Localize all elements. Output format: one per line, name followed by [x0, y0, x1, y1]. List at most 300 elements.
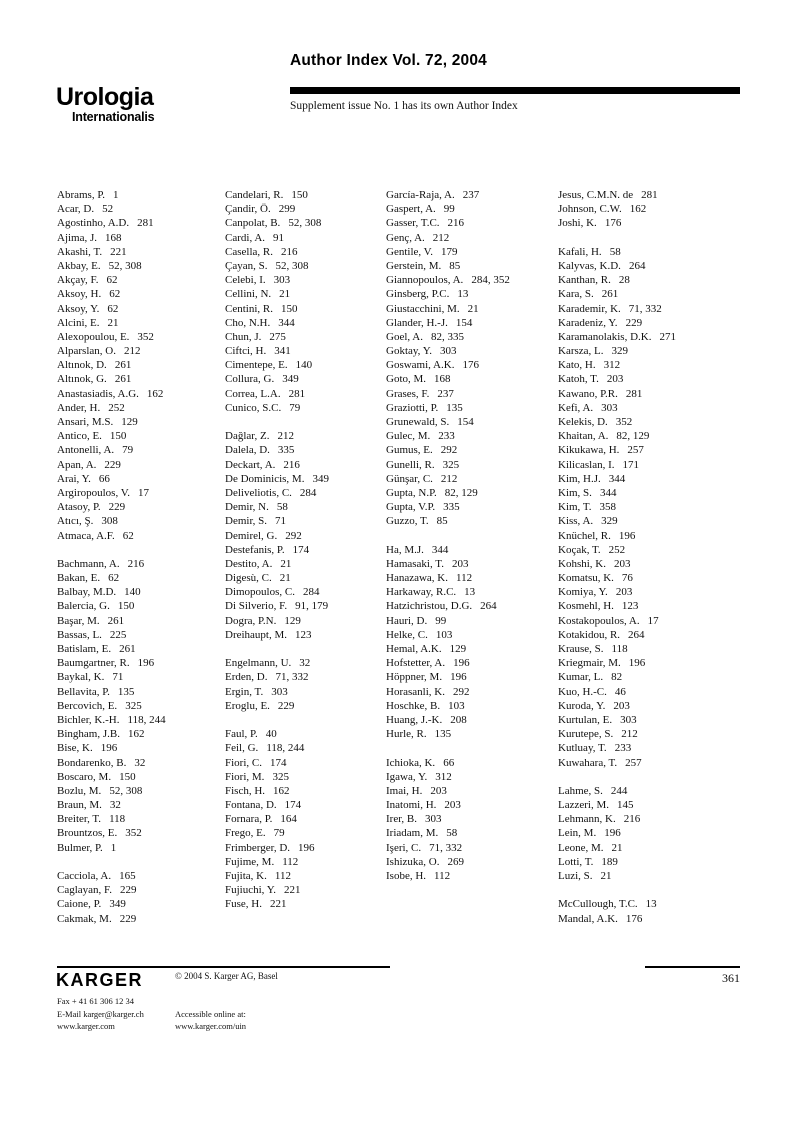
author-name: Karadeniz, Y. [558, 316, 618, 329]
author-name: Fujime, M. [225, 855, 275, 868]
author-pages: 352 [615, 416, 633, 428]
publisher-logo: KARGER [56, 970, 144, 990]
index-entry [225, 372, 383, 386]
author-name: Harkaway, R.C. [386, 586, 457, 599]
author-pages: 135 [446, 401, 463, 414]
author-pages: 79 [122, 444, 134, 457]
author-pages: 284 [302, 586, 320, 599]
copyright-line: © 2004 S. Karger AG, Basel [175, 971, 278, 981]
author-pages: 281 [137, 217, 154, 230]
index-entry [225, 529, 383, 543]
index-entry [558, 642, 742, 656]
author-pages: 112 [434, 870, 451, 882]
index-entry [225, 273, 383, 287]
author-pages: 62 [107, 302, 119, 315]
author-pages: 329 [601, 515, 618, 528]
index-entry [57, 599, 222, 613]
author-pages: 82, 129 [616, 430, 650, 443]
index-entry [57, 273, 222, 287]
author-pages: 91 [273, 231, 285, 244]
author-pages: 62 [108, 572, 120, 585]
author-name: Correa, L.A. [225, 387, 281, 400]
index-entry [225, 841, 383, 855]
author-name: Lehmann, K. [558, 813, 616, 826]
author-pages: 79 [289, 401, 301, 414]
index-entry [57, 344, 222, 358]
author-name: Goktay, Y. [386, 345, 433, 358]
author-name: Kim, S. [558, 486, 592, 499]
author-name: Kohshi, K. [558, 557, 606, 570]
author-pages: 176 [625, 912, 643, 925]
author-name: Cellini, N. [225, 288, 272, 301]
index-entry [225, 387, 383, 401]
author-pages: 212 [123, 345, 141, 358]
footer-rule-left [57, 966, 390, 968]
author-name: Giannopoulos, A. [386, 274, 464, 287]
author-name: Acar, D. [57, 203, 95, 216]
index-entry [558, 912, 742, 926]
author-name: Aksoy, Y. [57, 302, 100, 315]
author-pages: 196 [298, 841, 315, 854]
author-pages: 58 [446, 827, 458, 840]
author-name: Guzzo, T. [386, 515, 429, 528]
index-entry [386, 727, 555, 741]
author-name: Mandal, A.K. [558, 912, 618, 925]
author-name: Huang, J.-K. [386, 713, 443, 726]
author-pages: 21 [279, 288, 291, 301]
author-name: Bachmann, A. [57, 557, 120, 570]
index-entry [386, 855, 555, 869]
author-name: Baumgartner, R. [57, 657, 130, 670]
author-pages: 150 [119, 770, 136, 783]
author-pages: 162 [629, 203, 647, 216]
author-pages: 212 [277, 430, 294, 443]
index-entry [558, 812, 742, 826]
index-entry [57, 415, 222, 429]
author-name: Alexopoulou, E. [57, 330, 130, 343]
index-entry [558, 429, 742, 443]
index-entry [225, 316, 383, 330]
author-name: Cimentepe, E. [225, 359, 288, 372]
index-entry [57, 401, 222, 415]
author-name: Hanazawa, K. [386, 572, 448, 585]
author-name: Giustacchini, M. [386, 302, 460, 315]
index-entry [225, 358, 383, 372]
index-entry [57, 316, 222, 330]
index-entry [57, 685, 222, 699]
author-pages: 13 [645, 898, 657, 911]
author-name: Graziotti, P. [386, 401, 439, 414]
author-name: Akçay, F. [57, 274, 99, 287]
index-entry [57, 259, 222, 273]
index-entry [558, 756, 742, 770]
index-entry [558, 287, 742, 301]
index-group-gap [225, 415, 383, 429]
index-entry [386, 614, 555, 628]
index-entry [225, 344, 383, 358]
index-entry [57, 784, 222, 798]
author-pages: 284, 352 [471, 274, 510, 287]
index-entry [558, 216, 742, 230]
index-entry [225, 826, 383, 840]
author-pages: 17 [138, 486, 150, 499]
author-pages: 212 [440, 472, 458, 485]
author-pages: 203 [444, 799, 461, 812]
index-entry [386, 231, 555, 245]
index-entry [558, 358, 742, 372]
index-entry [225, 741, 383, 755]
index-entry [225, 628, 383, 642]
author-name: Ander, H. [57, 401, 101, 414]
index-entry [225, 727, 383, 741]
page-title: Author Index Vol. 72, 2004 [290, 52, 487, 69]
author-name: Goto, M. [386, 373, 427, 386]
author-name: Centini, R. [225, 302, 273, 315]
author-pages: 1 [110, 841, 117, 854]
index-entry [225, 599, 383, 613]
author-pages: 13 [464, 586, 476, 599]
index-entry [57, 202, 222, 216]
author-name: Chun, J. [225, 330, 262, 343]
author-name: De Dominicis, M. [225, 472, 305, 485]
index-entry [558, 727, 742, 741]
index-entry [57, 912, 222, 926]
index-entry [225, 756, 383, 770]
author-name: Dimopoulos, C. [225, 586, 295, 599]
author-pages: 154 [457, 416, 474, 428]
index-entry [558, 826, 742, 840]
author-pages: 150 [117, 600, 135, 613]
author-pages: 203 [451, 557, 469, 570]
index-entry [386, 599, 555, 613]
index-entry [225, 330, 383, 344]
author-pages: 112 [456, 572, 473, 585]
author-name: Ajima, J. [57, 231, 98, 244]
author-pages: 261 [601, 288, 619, 301]
index-entry [225, 883, 383, 897]
index-entry [57, 812, 222, 826]
author-pages: 21 [600, 870, 612, 882]
author-pages: 99 [435, 614, 447, 627]
author-name: Ciftci, H. [225, 345, 267, 358]
author-name: Khaitan, A. [558, 430, 609, 443]
author-name: Celebi, I. [225, 274, 266, 287]
header-rule-bar [290, 87, 740, 94]
index-entry [386, 557, 555, 571]
author-pages: 229 [104, 458, 121, 471]
author-pages: 229 [625, 316, 643, 329]
author-pages: 82, 129 [444, 486, 478, 499]
author-name: Bulmer, P. [57, 841, 103, 854]
index-group-gap [558, 883, 742, 897]
index-entry [386, 770, 555, 784]
author-pages: 284 [299, 486, 317, 499]
author-name: Goswami, A.K. [386, 359, 455, 372]
index-entry [225, 216, 383, 230]
author-pages: 123 [621, 600, 639, 613]
index-entry [386, 372, 555, 386]
author-name: Dalela, D. [225, 444, 270, 457]
author-pages: 303 [271, 685, 288, 698]
author-name: Atasoy, P. [57, 501, 101, 514]
author-name: Cacciola, A. [57, 870, 112, 882]
author-pages: 17 [647, 614, 659, 627]
index-entry [225, 855, 383, 869]
index-entry [57, 670, 222, 684]
author-pages: 162 [273, 784, 290, 797]
author-pages: 1 [112, 189, 119, 201]
index-entry [225, 188, 383, 202]
author-name: Brountzos, E. [57, 827, 118, 840]
author-name: Kostakopoulos, A. [558, 614, 640, 627]
author-pages: 216 [127, 557, 145, 570]
author-pages: 52, 308 [288, 217, 322, 230]
index-entry [57, 429, 222, 443]
author-name: Kafali, H. [558, 245, 602, 258]
index-entry [558, 245, 742, 259]
author-pages: 58 [276, 501, 288, 514]
author-pages: 118 [109, 813, 126, 826]
author-pages: 76 [621, 572, 633, 585]
author-pages: 189 [601, 855, 618, 868]
author-name: Faul, P. [225, 728, 258, 741]
index-entry [386, 756, 555, 770]
author-pages: 196 [618, 529, 636, 542]
author-name: Lein, M. [558, 827, 597, 840]
index-entry [57, 514, 222, 528]
index-group-gap [386, 529, 555, 543]
author-name: Caglayan, F. [57, 884, 113, 897]
author-name: Hatzichristou, D.G. [386, 600, 473, 613]
author-pages: 216 [623, 813, 641, 826]
author-name: Akashi, T. [57, 245, 103, 258]
author-name: Feil, G. [225, 742, 259, 755]
index-entry [386, 486, 555, 500]
author-name: Kefi, A. [558, 401, 594, 414]
author-name: Lazzeri, M. [558, 799, 609, 812]
author-pages: 303 [273, 274, 291, 287]
index-entry [558, 869, 742, 883]
author-pages: 82 [611, 671, 623, 684]
author-pages: 66 [443, 756, 455, 769]
index-entry [386, 429, 555, 443]
index-entry [225, 897, 383, 911]
author-pages: 325 [442, 458, 460, 471]
index-entry [225, 670, 383, 684]
index-group-gap [225, 713, 383, 727]
index-entry [57, 727, 222, 741]
author-pages: 140 [124, 586, 141, 599]
index-entry [57, 302, 222, 316]
index-entry [57, 372, 222, 386]
index-entry [57, 458, 222, 472]
author-name: Kim, T. [558, 501, 592, 514]
author-name: Ginsberg, P.C. [386, 288, 450, 301]
author-pages: 118 [611, 643, 628, 655]
author-pages: 150 [280, 302, 298, 315]
index-entry [386, 784, 555, 798]
index-entry [57, 287, 222, 301]
index-entry [558, 259, 742, 273]
index-entry [57, 387, 222, 401]
author-pages: 252 [608, 543, 626, 556]
author-name: Akbay, E. [57, 259, 101, 272]
author-pages: 135 [434, 728, 452, 741]
author-pages: 261 [119, 643, 136, 655]
author-pages: 135 [117, 685, 135, 698]
index-entry [57, 486, 222, 500]
author-name: Gulec, M. [386, 430, 431, 443]
author-name: Gumus, E. [386, 444, 433, 457]
author-pages: 344 [608, 472, 626, 485]
author-pages: 221 [110, 245, 127, 258]
author-pages: 344 [599, 486, 617, 499]
author-name: Aksoy, H. [57, 288, 102, 301]
author-name: Breiter, T. [57, 813, 102, 826]
author-pages: 176 [462, 359, 479, 372]
index-entry [225, 514, 383, 528]
author-name: Di Silverio, F. [225, 600, 288, 613]
author-pages: 145 [617, 799, 634, 812]
index-entry [386, 216, 555, 230]
online-access-link: www.karger.com/uin [175, 1021, 247, 1031]
author-name: Cunico, S.C. [225, 401, 282, 414]
author-pages: 99 [443, 203, 455, 216]
author-name: Inatomi, H. [386, 799, 437, 812]
author-pages: 303 [601, 401, 618, 414]
author-name: Kato, H. [558, 359, 596, 372]
author-name: Bise, K. [57, 742, 93, 755]
author-name: Gunelli, R. [386, 458, 435, 471]
author-name: Digesù, C. [225, 572, 272, 585]
author-name: Kosmehl, H. [558, 600, 614, 613]
author-name: McCullough, T.C. [558, 898, 638, 911]
index-entry [386, 458, 555, 472]
index-entry [57, 699, 222, 713]
author-pages: 91, 179 [295, 600, 329, 613]
author-name: Canpolat, B. [225, 217, 281, 230]
index-entry [558, 344, 742, 358]
index-entry [57, 883, 222, 897]
index-entry [386, 273, 555, 287]
author-pages: 32 [109, 799, 121, 812]
author-name: Abrams, P. [57, 189, 105, 201]
index-entry [558, 741, 742, 755]
author-name: Antico, E. [57, 430, 102, 443]
author-pages: 32 [134, 756, 146, 769]
author-name: Altınok, G. [57, 373, 107, 386]
author-pages: 71, 332 [275, 671, 309, 684]
index-entry [386, 344, 555, 358]
author-pages: 21 [107, 316, 119, 329]
index-entry [558, 897, 742, 911]
index-entry [57, 741, 222, 755]
author-name: Kikukawa, H. [558, 444, 620, 457]
journal-logo [56, 84, 154, 124]
author-name: Hauri, D. [386, 614, 428, 627]
author-pages: 208 [450, 713, 467, 726]
author-pages: 82, 335 [430, 330, 464, 343]
author-name: Frego, E. [225, 827, 266, 840]
index-entry [386, 188, 555, 202]
index-entry [386, 500, 555, 514]
author-pages: 358 [599, 501, 617, 514]
index-entry [57, 472, 222, 486]
author-name: Bichler, K.-H. [57, 713, 120, 726]
author-name: Cardi, A. [225, 231, 266, 244]
author-name: Cho, N.H. [225, 316, 271, 329]
author-pages: 112 [274, 870, 291, 882]
index-entry [225, 812, 383, 826]
author-pages: 46 [614, 685, 626, 698]
author-name: Gerstein, M. [386, 259, 442, 272]
author-name: Fornara, P. [225, 813, 273, 826]
index-entry [57, 571, 222, 585]
author-name: Bozlu, M. [57, 784, 102, 797]
author-pages: 162 [146, 387, 164, 400]
index-entry [558, 387, 742, 401]
author-name: Çayan, S. [225, 259, 268, 272]
author-name: Kilicaslan, I. [558, 458, 615, 471]
author-name: Krause, S. [558, 643, 604, 655]
index-entry [386, 642, 555, 656]
author-name: Koçak, T. [558, 543, 601, 556]
index-column-1 [57, 188, 222, 926]
author-pages: 257 [625, 756, 642, 769]
index-entry [386, 415, 555, 429]
index-entry [558, 472, 742, 486]
publisher-contact-block [57, 995, 144, 1033]
index-entry [558, 443, 742, 457]
author-pages: 325 [272, 770, 289, 783]
author-name: Kriegmair, M. [558, 657, 621, 670]
index-entry [386, 259, 555, 273]
author-name: Batislam, E. [57, 643, 112, 655]
author-name: Irer, B. [386, 813, 418, 826]
index-entry [386, 443, 555, 457]
index-group-gap [558, 770, 742, 784]
author-pages: 281 [288, 387, 306, 400]
author-name: Bellavita, P. [57, 685, 110, 698]
author-name: Komatsu, K. [558, 572, 614, 585]
author-name: Atıcı, Ş. [57, 515, 94, 528]
index-entry [57, 869, 222, 883]
author-pages: 281 [641, 189, 658, 201]
author-name: Fisch, H. [225, 784, 266, 797]
author-name: Kurtulan, E. [558, 713, 613, 726]
author-name: Genç, A. [386, 231, 425, 244]
author-pages: 52, 308 [108, 259, 142, 272]
author-name: Fuse, H. [225, 898, 262, 911]
index-entry [225, 231, 383, 245]
author-name: Kutluay, T. [558, 742, 607, 755]
author-pages: 112 [282, 855, 299, 868]
author-pages: 165 [119, 870, 136, 882]
index-entry [558, 458, 742, 472]
author-name: García-Raja, A. [386, 189, 455, 201]
author-pages: 344 [431, 543, 449, 556]
author-name: Gasser, T.C. [386, 217, 440, 230]
author-pages: 129 [449, 643, 467, 655]
index-entry [386, 670, 555, 684]
index-entry [558, 571, 742, 585]
author-pages: 71, 332 [429, 841, 463, 854]
author-pages: 281 [625, 387, 643, 400]
author-name: Kuo, H.-C. [558, 685, 607, 698]
author-name: Fujita, K. [225, 870, 267, 882]
author-pages: 40 [265, 728, 277, 741]
author-name: Iriadam, M. [386, 827, 439, 840]
